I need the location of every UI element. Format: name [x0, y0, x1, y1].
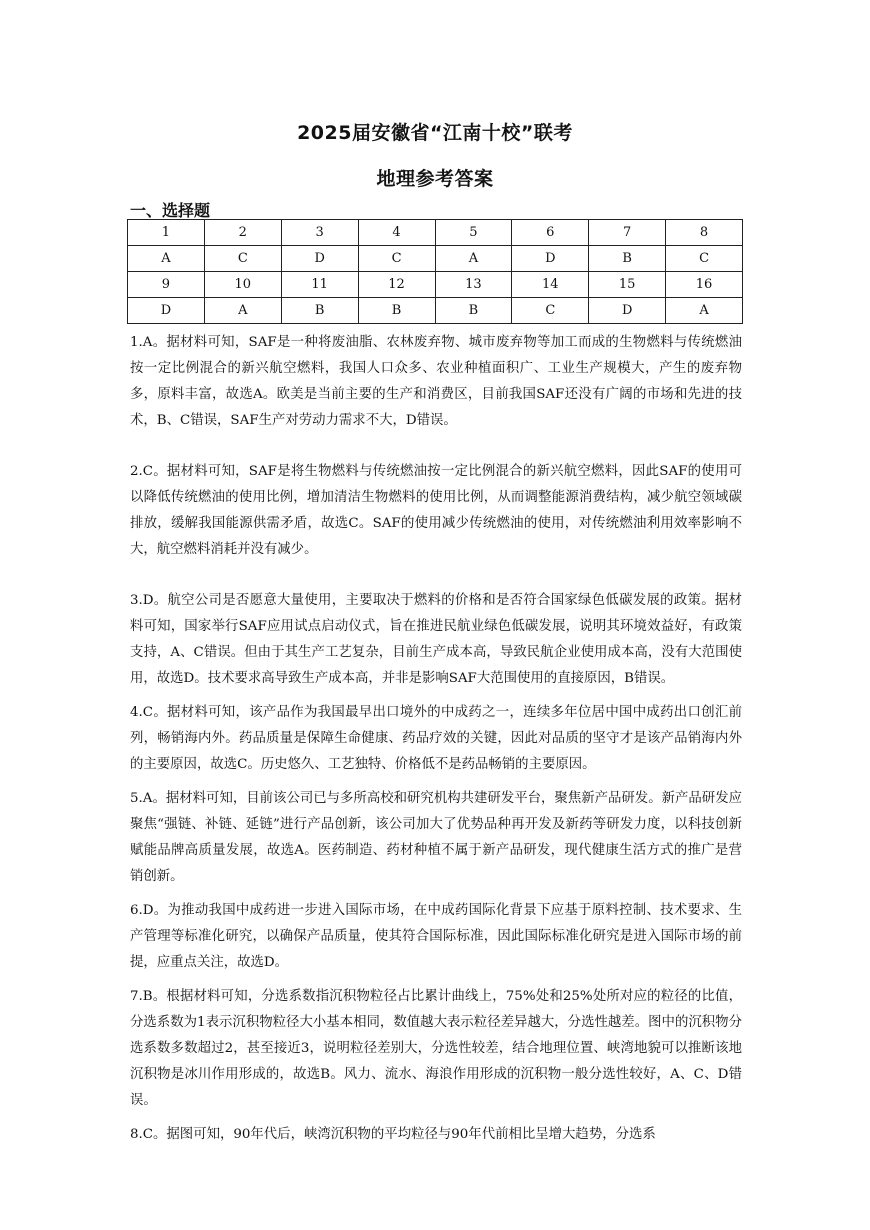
- explanation-1: 1.A。据材料可知，SAF是一种将废油脂、农林废弃物、城市废弃物等加工而成的生物燃料与传统燃油按一定比例混合的新兴航空燃料，我国人口众多、农业种植面积广、工业生产规模大，产生的废弃物多，原料丰富，故选A。欧美是当前主要的生产和消费区，目前我国SAF还没有广阔的市场和先进的技术，B、C错误，SAF生产对劳动力需求不大，D错误。: [130, 335, 742, 428]
- explanation-6: 6.D。为推动我国中成药进一步进入国际市场，在中成药国际化背景下应基于原料控制、技术要求、生产管理等标准化研究，以确保产品质量，使其符合国际标准，因此国际标准化研究是进入国际市场的前提，应重点关注，故选D。: [130, 903, 742, 970]
- document-title: 2025届安徽省“江南十校”联考: [297, 122, 573, 144]
- question-number-cell: 5: [435, 220, 512, 246]
- section-heading-choice: 一、选择题: [130, 201, 211, 220]
- question-number-cell: 8: [666, 220, 743, 246]
- answer-cell: A: [128, 246, 205, 272]
- answer-cell: C: [204, 246, 281, 272]
- answer-cell: B: [589, 246, 666, 272]
- explanation-5: 5.A。据材料可知，目前该公司已与多所高校和研究机构共建研发平台，聚焦新产品研发。新产品研发应聚焦“强链、补链、延链”进行产品创新，该公司加大了优势品种再开发及新药等研发力度，以科技创新赋能品牌高质量发展，故选A。医药制造、药材种植不属于新产品研发，现代健康生活方式的推广是营销创新。: [130, 791, 742, 884]
- question-number-row: [128, 272, 743, 298]
- question-number-cell: 6: [512, 220, 589, 246]
- answer-cell: C: [512, 298, 589, 324]
- question-number-cell: 1: [128, 220, 205, 246]
- answer-cell: B: [358, 298, 435, 324]
- question-number-cell: 7: [589, 220, 666, 246]
- explanations: [130, 330, 742, 1156]
- question-number-cell: 3: [281, 220, 358, 246]
- answer-row: [128, 246, 743, 272]
- answer-table: [127, 219, 743, 324]
- question-number-cell: 14: [512, 272, 589, 298]
- answer-cell: A: [666, 298, 743, 324]
- question-number-cell: 12: [358, 272, 435, 298]
- question-number-cell: 9: [128, 272, 205, 298]
- answer-cell: D: [512, 246, 589, 272]
- answer-cell: A: [204, 298, 281, 324]
- question-number-cell: 15: [589, 272, 666, 298]
- question-number-row: [128, 220, 743, 246]
- explanation-2: 2.C。据材料可知，SAF是将生物燃料与传统燃油按一定比例混合的新兴航空燃料，因此SAF的使用可以降低传统燃油的使用比例，增加清洁生物燃料的使用比例，从而调整能源消费结构，减少航空领域碳排放，缓解我国能源供需矛盾，故选C。SAF的使用减少传统燃油的使用，对传统燃油利用效率影响不大，航空燃料消耗并没有减少。: [130, 464, 742, 557]
- explanation-7: 7.B。根据材料可知，分选系数指沉积物粒径占比累计曲线上，75%处和25%处所对应的粒径的比值，分选系数为1表示沉积物粒径大小基本相同，数值越大表示粒径差异越大，分选性越差。图中的沉积物分选系数多数超过2，甚至接近3，说明粒径差别大，分选性较差，结合地理位置、峡湾地貌可以推断该地沉积物是冰川作用形成的，故选B。风力、流水、海浪作用形成的沉积物一般分选性较好，A、C、D错误。: [130, 989, 742, 1108]
- answer-row: [128, 298, 743, 324]
- question-number-cell: 10: [204, 272, 281, 298]
- answer-cell: C: [666, 246, 743, 272]
- answer-cell: B: [435, 298, 512, 324]
- answer-cell: A: [435, 246, 512, 272]
- question-number-cell: 13: [435, 272, 512, 298]
- document-subtitle: 地理参考答案: [376, 168, 494, 190]
- question-number-cell: 11: [281, 272, 358, 298]
- explanation-3: 3.D。航空公司是否愿意大量使用，主要取决于燃料的价格和是否符合国家绿色低碳发展的政策。据材料可知，国家举行SAF应用试点启动仪式，旨在推进民航业绿色低碳发展，说明其环境效益好，有政策支持，A、C错误。但由于其生产工艺复杂，目前生产成本高，导致民航企业使用成本高，没有大范围使用，故选D。技术要求高导致生产成本高，并非是影响SAF大范围使用的直接原因，B错误。: [130, 593, 742, 686]
- answer-cell: D: [281, 246, 358, 272]
- question-number-cell: 2: [204, 220, 281, 246]
- question-number-cell: 4: [358, 220, 435, 246]
- answer-cell: C: [358, 246, 435, 272]
- explanation-8: 8.C。据图可知，90年代后，峡湾沉积物的平均粒径与90年代前相比呈增大趋势，分选系: [130, 1127, 656, 1142]
- explanation-4: 4.C。据材料可知，该产品作为我国最早出口境外的中成药之一，连续多年位居中国中成药出口创汇前列，畅销海内外。药品质量是保障生命健康、药品疗效的关键，因此对品质的坚守才是该产品销海内外的主要原因，故选C。历史悠久、工艺独特、价格低不是药品畅销的主要原因。: [130, 705, 742, 772]
- question-number-cell: 16: [666, 272, 743, 298]
- answer-cell: B: [281, 298, 358, 324]
- answer-cell: D: [128, 298, 205, 324]
- answer-cell: D: [589, 298, 666, 324]
